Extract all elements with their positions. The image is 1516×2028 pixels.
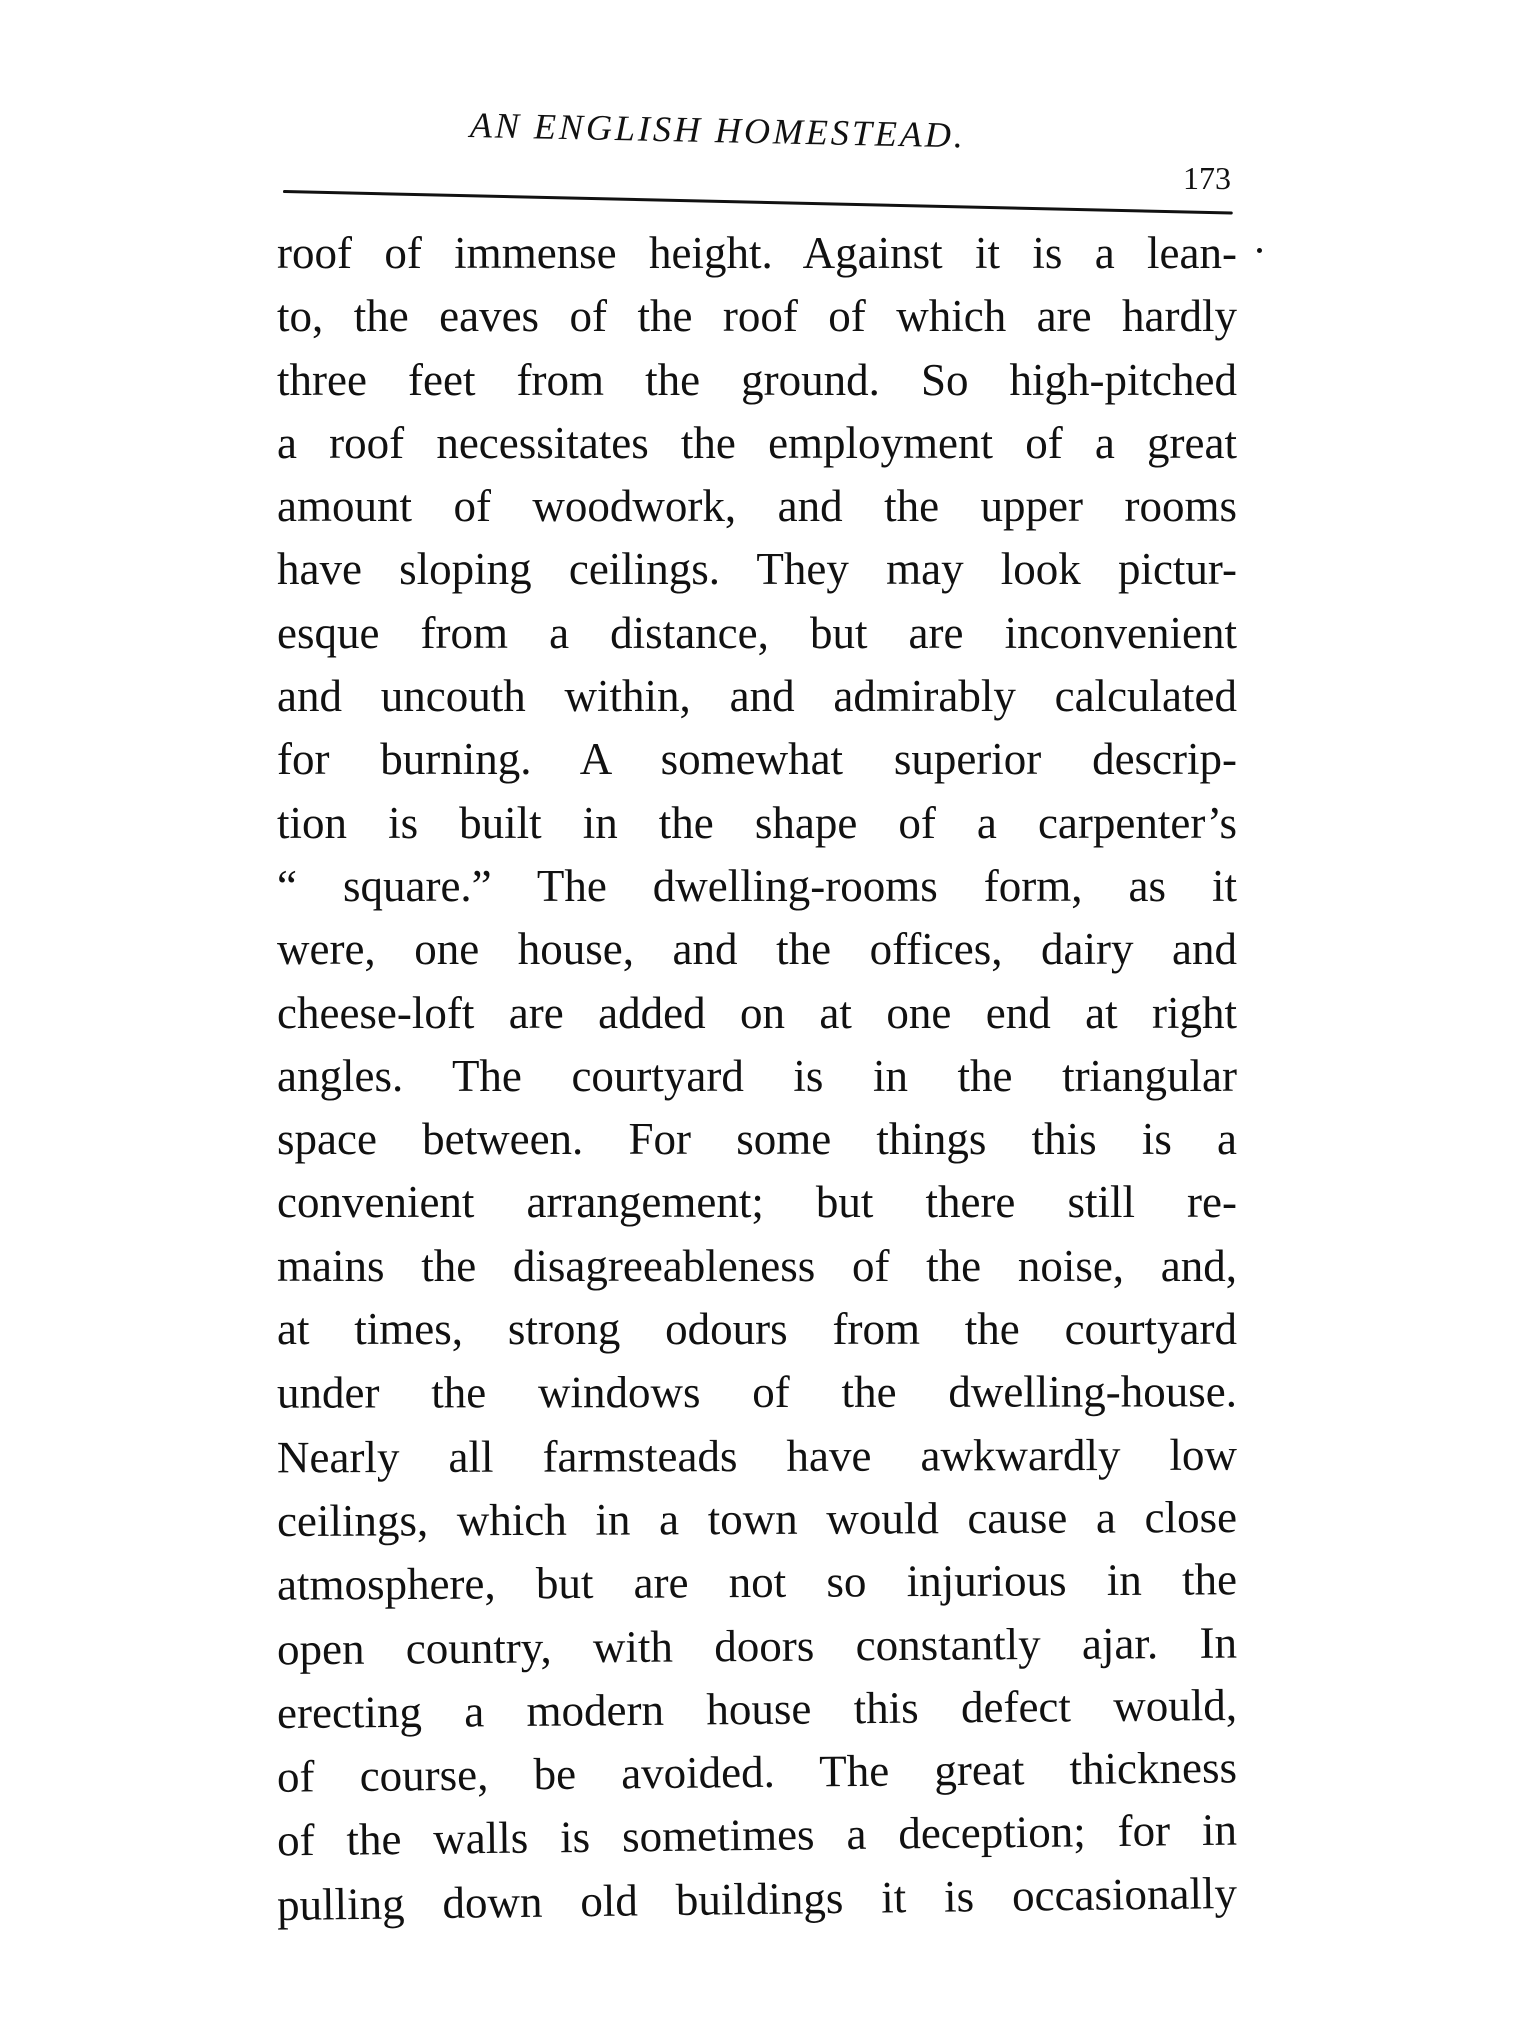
running-head-title: AN ENGLISH HOMESTEAD. — [469, 105, 967, 156]
text-line: tion is built in the shape of a carpenter’s — [277, 797, 1237, 848]
text-line: convenient arrangement; but there still re- — [277, 1177, 1237, 1228]
text-line: a roof necessitates the employment of a great — [277, 417, 1237, 468]
text-line: space between. For some things this is a — [277, 1114, 1237, 1165]
text-line: at times, strong odours from the courtyard — [277, 1304, 1237, 1355]
text-line: ceilings, which in a town would cause a close — [276, 1491, 1238, 1546]
text-line: pulling down old buildings it is occasionally — [276, 1867, 1238, 1930]
text-line: of the walls is sometimes a deception; for in — [276, 1805, 1238, 1866]
text-line: atmosphere, but are not so injurious in the — [276, 1554, 1238, 1610]
text-line: roof of immense height. Against it is a lean- — [277, 228, 1237, 278]
text-line: erecting a modern house this defect would, — [276, 1679, 1238, 1738]
text-line: mains the disagreeableness of the noise, and, — [277, 1240, 1237, 1291]
text-line: three feet from the ground. So high-pitched — [277, 354, 1237, 405]
text-line: amount of woodwork, and the upper rooms — [277, 481, 1237, 532]
text-line: cheese-loft are added on at one end at right — [277, 987, 1237, 1038]
text-line: and uncouth within, and admirably calculated — [277, 671, 1237, 722]
header-rule — [283, 190, 1233, 215]
text-line: “ square.” The dwelling-rooms form, as it — [277, 860, 1237, 911]
page-number: 173 — [1183, 160, 1231, 196]
ink-speck — [1257, 248, 1262, 253]
text-line: under the windows of the dwelling-house. — [276, 1366, 1238, 1419]
text-line: esque from a distance, but are inconvenient — [277, 607, 1237, 658]
text-line: to, the eaves of the roof of which are hardly — [277, 291, 1237, 342]
text-line: for burning. A somewhat superior descrip- — [277, 734, 1237, 785]
text-line: have sloping ceilings. They may look pictur- — [277, 544, 1237, 595]
body-text — [277, 222, 1237, 1931]
text-line: Nearly all farmsteads have awkwardly low — [276, 1429, 1238, 1482]
text-line: open country, with doors constantly ajar. In — [276, 1617, 1238, 1674]
text-line: of course, be avoided. The great thickness — [276, 1742, 1238, 1802]
text-line: angles. The courtyard is in the triangular — [277, 1050, 1237, 1101]
text-line: were, one house, and the offices, dairy and — [277, 924, 1237, 975]
